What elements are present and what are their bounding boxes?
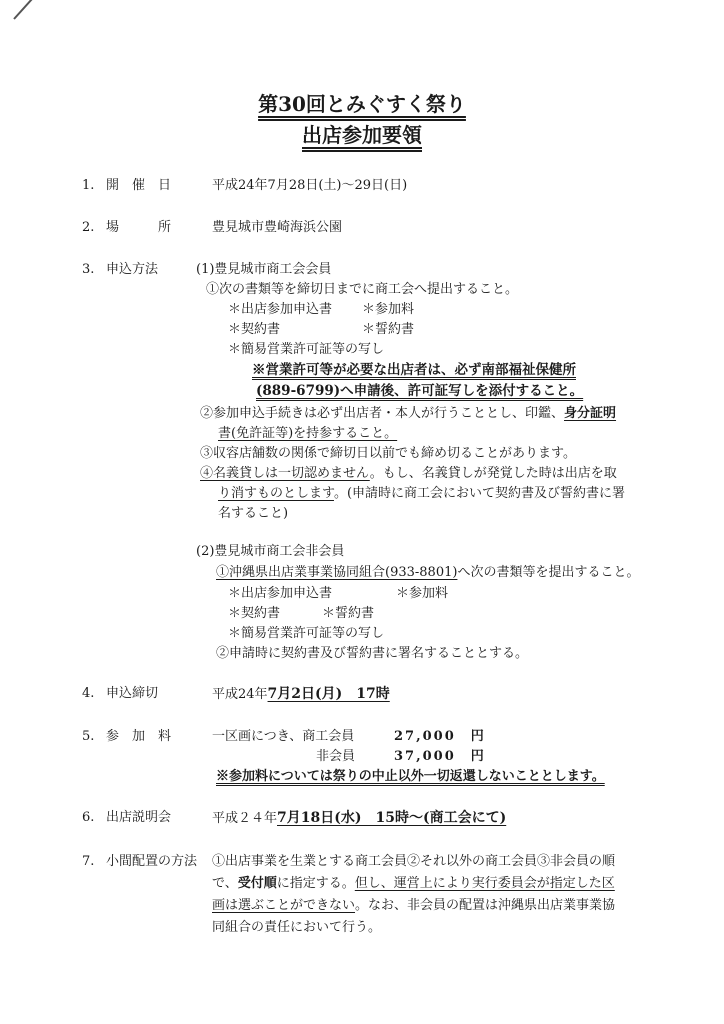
no-name-lending: ④名義貸しは一切認めません: [200, 466, 370, 481]
section-number: 4.: [82, 686, 95, 701]
doc-pledge: ＊誓約書: [362, 322, 415, 337]
permit-notice-line-1: ※営業許可等が必要な出店者は、必ず南部福祉保健所: [252, 362, 576, 378]
booth-rule-line-4: 同組合の責任において行う。: [212, 920, 382, 935]
non-members-heading: (2)豊見城市商工会非会員: [196, 544, 345, 559]
members-item-4: [200, 464, 617, 484]
section-label: 開 催 日: [106, 178, 172, 193]
deadline-era: 平成24年: [212, 687, 268, 702]
section-number: 2.: [82, 220, 95, 235]
doc-fee: ＊参加料: [362, 302, 415, 317]
members-item-2: [200, 404, 616, 424]
booth-rule-line-1: ①出店事業を生業とする商工会員②それ以外の商工会員③非会員の順: [212, 854, 616, 869]
fee-non-member-amount: 37,000 円: [394, 749, 486, 764]
doc-application-form: ＊出店参加申込書: [228, 586, 333, 601]
cooperative-contact: ①沖縄県出店業事業協同組合(933-8801): [216, 565, 458, 580]
event-dates: 平成24年7月28日(土)～29日(日): [212, 178, 408, 193]
booth-rule-line-3: [212, 896, 615, 916]
booth-rule-text: 。なお、非会員の配置は沖縄県出店業事業協: [355, 898, 616, 913]
section-number: 7.: [82, 854, 95, 869]
members-item-3: ③収容店舗数の関係で締切日以前でも締め切ることがあります。: [200, 446, 576, 461]
committee-exception: 但し、運営上により実行委員会が指定した区: [354, 876, 615, 891]
first-come-emphasis: 受付順: [237, 876, 277, 891]
item-4-text: 。もし、名義貸しが発覚した時は出店を取: [369, 466, 617, 481]
section-label: 場 所: [106, 220, 172, 235]
members-item-1: ①次の書類等を締切日までに商工会へ提出すること。: [206, 282, 519, 297]
members-heading: (1)豊見城市商工会会員: [196, 262, 332, 277]
section-number: 1.: [82, 178, 95, 193]
refund-notice: ※参加料については祭りの中止以外一切返還しないこととします。: [216, 769, 605, 784]
booth-rule-text: で、: [212, 876, 238, 891]
section-label: 小間配置の方法: [106, 854, 198, 869]
cancellation-emphasis: り消すものとします: [218, 486, 334, 501]
briefing-era: 平成２４年: [212, 811, 278, 826]
section-number: 3.: [82, 262, 95, 277]
item-4-cont-text: 。(申請時に商工会において契約書及び誓約書に署: [333, 486, 626, 501]
pen-mark: [13, 0, 39, 20]
booth-rule-text: に指定する。: [276, 876, 355, 891]
item-1-text: へ次の書類等を提出すること。: [457, 565, 640, 580]
members-item-4-cont: [218, 484, 625, 504]
fee-member-amount: 27,000 円: [394, 729, 486, 744]
item-2-text: ②参加申込手続きは必ず出店者・本人が行うこととし、印鑑、: [200, 406, 565, 421]
section-number: 6.: [82, 810, 95, 825]
fee-non-member-label: 非会員: [316, 749, 356, 764]
deadline-date: 7月2日(月) 17時: [267, 686, 390, 702]
non-members-item-1: [216, 563, 639, 583]
doc-contract: ＊契約書: [228, 606, 281, 621]
id-proof-emphasis: 身分証明: [564, 406, 617, 421]
deadline: [212, 684, 390, 705]
briefing-date: 7月18日(水) 15時～(商工会にて): [277, 810, 507, 826]
doc-pledge: ＊誓約書: [322, 606, 375, 621]
section-number: 5.: [82, 729, 95, 744]
booth-rule-line-2: [212, 874, 615, 894]
doc-fee: ＊参加料: [396, 586, 449, 601]
doc-business-permit: ＊簡易営業許可証等の写し: [228, 342, 385, 357]
permit-notice-line-2: (889-6799)へ申請後、許可証写しを添付すること。: [256, 383, 584, 399]
non-members-item-2: ②申請時に契約書及び誓約書に署名することとする。: [216, 646, 529, 661]
doc-contract: ＊契約書: [228, 322, 281, 337]
members-item-4-end: 名すること): [218, 506, 289, 521]
section-label: 申込方法: [106, 262, 159, 277]
section-label: 申込締切: [106, 686, 159, 701]
venue: 豊見城市豊崎海浜公園: [212, 220, 343, 235]
doc-application-form: ＊出店参加申込書: [228, 302, 333, 317]
section-label: 参 加 料: [106, 729, 172, 744]
fee-member-label: 一区画につき、商工会員: [212, 729, 355, 744]
doc-business-permit: ＊簡易営業許可証等の写し: [228, 626, 385, 641]
members-item-2-cont: 書(免許証等)を持参すること。: [218, 426, 398, 441]
document-subtitle: 出店参加要領: [302, 123, 422, 147]
committee-exception-cont: 画は選ぶことができない: [212, 898, 356, 913]
briefing-schedule: [212, 808, 506, 829]
document-title: 第30回とみぐすく祭り: [258, 92, 466, 116]
section-label: 出店説明会: [106, 810, 172, 825]
